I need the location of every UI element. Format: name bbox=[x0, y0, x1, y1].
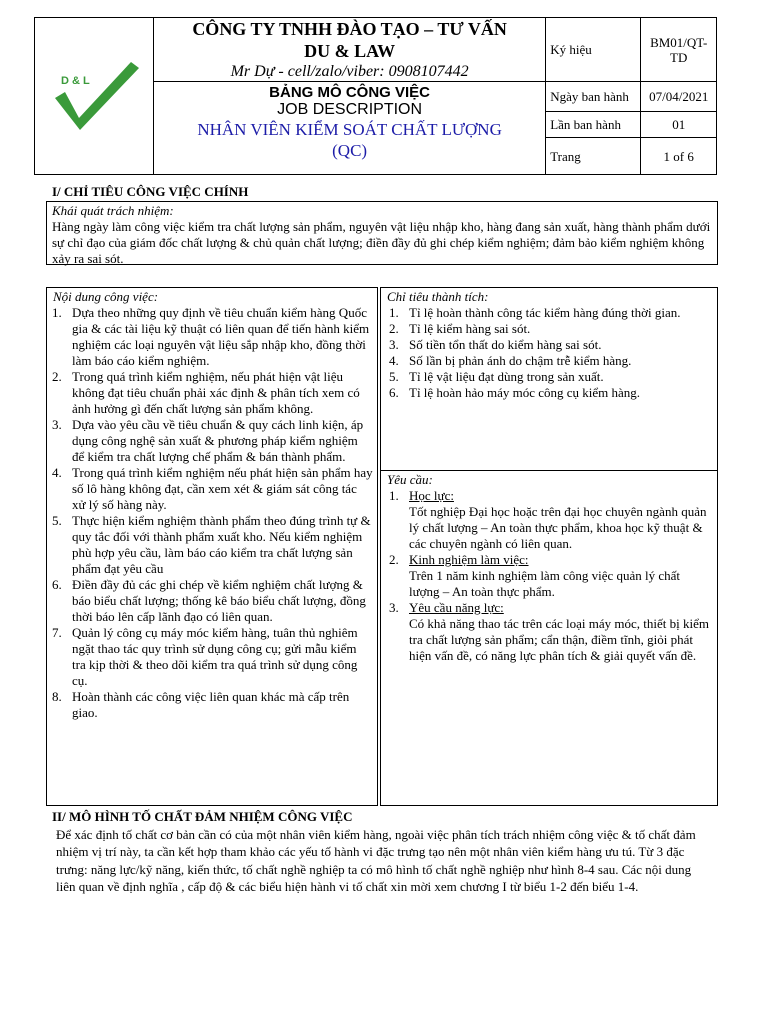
meta-value-page: 1 of 6 bbox=[641, 138, 717, 175]
position-title-line2: (QC) bbox=[332, 141, 368, 160]
requirement-text: Trên 1 năm kinh nghiệm làm công việc quản lý chất lượng – An toàn thực phẩm. bbox=[409, 568, 681, 599]
meta-label-date: Ngày ban hành bbox=[546, 82, 641, 112]
kpi-item: 1. Tỉ lệ hoàn thành công tác kiểm hàng đúng thời gian. bbox=[389, 305, 681, 320]
doc-subtitle: JOB DESCRIPTION bbox=[277, 101, 423, 118]
company-name-line2: DU & LAW bbox=[304, 41, 396, 61]
doc-title: BẢNG MÔ CÔNG VIỆC bbox=[269, 84, 431, 101]
section2-heading: II/ MÔ HÌNH TỐ CHẤT ĐẢM NHIỆM CÔNG VIỆC bbox=[52, 809, 353, 824]
header-table bbox=[34, 17, 717, 175]
summary-box bbox=[46, 201, 718, 265]
requirement-text: Tốt nghiệp Đại học hoặc trên đại học chuyên ngành quản lý chất lượng – An toàn thực phẩm, khoa học kỹ thuật & các chuyên ngành có liên quan. bbox=[409, 504, 707, 551]
kpi-item: 4. Số lần bị phản ánh do chậm trễ kiểm hàng. bbox=[389, 353, 632, 368]
meta-value-date: 07/04/2021 bbox=[641, 82, 717, 112]
requirements-list bbox=[387, 488, 712, 664]
contact-line: Mr Dự - cell/zalo/viber: 0908107442 bbox=[230, 63, 469, 80]
task-item: 3. Dựa vào yêu cầu về tiêu chuẩn & quy cách linh kiện, áp dụng công nghệ sản xuất & phương pháp kiểm nghiệm để kiểm tra chất lượng chế phẩm & bán thành phẩm. bbox=[52, 417, 364, 464]
company-name-line1: CÔNG TY TNHH ĐÀO TẠO – TƯ VẤN bbox=[192, 19, 507, 39]
meta-label-edition: Lần ban hành bbox=[546, 112, 641, 138]
checkmark-logo-icon bbox=[35, 18, 153, 169]
company-cell bbox=[154, 18, 546, 82]
requirement-title: Học lực: bbox=[409, 488, 454, 503]
requirement-text: Có khả năng thao tác trên các loại máy móc, thiết bị kiểm tra chất lượng sản phẩm; cẩn thận, điềm tĩnh, giỏi phát hiện vấn đề, có năng lực phân tích & giải quyết vấn đề. bbox=[409, 616, 709, 663]
requirement-title: Yêu cầu năng lực: bbox=[409, 600, 504, 615]
kpi-item: 5. Tỉ lệ vật liệu đạt dùng trong sản xuất. bbox=[389, 369, 604, 384]
requirements-box bbox=[380, 470, 718, 806]
requirement-item: 1. Học lực: Tốt nghiệp Đại học hoặc trên đại học chuyên ngành quản lý chất lượng – An toàn thực phẩm, khoa học kỹ thuật & các chuyên ngành có liên quan. bbox=[387, 488, 712, 552]
task-item: 7. Quản lý công cụ máy móc kiểm hàng, tuân thủ nghiêm ngặt thao tác quy trình sử dụng công cụ; gửi mẫu kiểm tra kịp thời & theo dõi kiểm tra quá trình sử dụng công cụ. bbox=[52, 625, 358, 688]
meta-label-page: Trang bbox=[546, 138, 641, 175]
requirement-title: Kinh nghiệm làm việc: bbox=[409, 552, 529, 567]
task-item: 6. Điền đầy đủ các ghi chép về kiểm nghiệm chất lượng & báo biểu chất lượng; thống kê báo biểu chất lượng, đồng thời báo lên cấp lãnh đạo có liên quan. bbox=[52, 577, 366, 624]
kpi-item: 2. Tỉ lệ kiểm hàng sai sót. bbox=[389, 321, 531, 336]
kpi-item: 3. Số tiền tổn thất do kiểm hàng sai sót. bbox=[389, 337, 602, 352]
logo-cell bbox=[35, 18, 154, 175]
task-item: 8. Hoàn thành các công việc liên quan khác mà cấp trên giao. bbox=[52, 689, 350, 720]
task-item: 4. Trong quá trình kiểm nghiệm nếu phát hiện sản phẩm hay số lô hàng không đạt, cần xem xét & giám sát công tác xử lý số hàng này. bbox=[52, 465, 373, 512]
section2-text: Để xác định tố chất cơ bản cần có của một nhân viên kiểm hàng, ngoài việc phân tích trách nhiệm công việc & tố chất đảm nhiệm vị trí này, ta cần kết hợp tham khảo các yếu tố hành vi đặc trưng tạo nên một nhân viên kiểm hàng ưu tú. Từ 3 đặc trưng: năng lực/kỹ năng, kiến thức, tố chất nghề nghiệp ta có mô hình tố chất nghề nghiệp như hình 8-4 sau. Các nội dung liên quan về định nghĩa , cấp độ & các biểu hiện hành vi tố chất xin mời xem chương I từ biểu 1-2 đến biểu 1-4. bbox=[56, 827, 696, 894]
task-item: 2. Trong quá trình kiểm nghiệm, nếu phát hiện vật liệu không đạt tiêu chuẩn phải xác định & phân tích xem có ảnh hưởng gì đến chất lượng sản phẩm không. bbox=[52, 369, 360, 416]
requirement-item: 2. Kinh nghiệm làm việc: Trên 1 năm kinh nghiệm làm công việc quản lý chất lượng – An toàn thực phẩm. bbox=[387, 552, 712, 600]
kpi-item: 6. Tỉ lệ hoàn hảo máy móc công cụ kiểm hàng. bbox=[389, 385, 641, 400]
title-cell bbox=[154, 82, 546, 175]
task-item: 1. Dựa theo những quy định về tiêu chuẩn kiểm hàng Quốc gia & các tài liệu kỹ thuật có liên quan để tiến hành kiểm nghiệm các loại nguyên vật liệu sắp nhập kho, đồng thời làm báo cáo kiểm nghiệm. bbox=[52, 305, 370, 368]
tasks-box bbox=[46, 287, 378, 806]
summary-text: Hàng ngày làm công việc kiểm tra chất lượng sản phẩm, nguyên vật liệu nhập kho, hàng đang sản xuất, hàng thành phẩm dưới sự chỉ đạo của giám đốc chất lượng & chủ quản chất lượng; điền đầy đủ ghi chép kiểm nghiệm; đảm bảo kiểm nghiệm không xảy ra sai sót. bbox=[52, 219, 711, 266]
summary-label: Khái quát trách nhiệm: bbox=[52, 203, 174, 218]
task-item: 5. Thực hiện kiểm nghiệm thành phẩm theo đúng trình tự & quy tắc đối với thành phẩm xuất kho. Nếu kiểm nghiệm phù hợp yêu cầu, làm báo cáo kiểm tra chất lượng sản phẩm đạt yêu cầu bbox=[52, 513, 371, 576]
position-title-line1: NHÂN VIÊN KIỂM SOÁT CHẤT LƯỢNG bbox=[197, 120, 502, 139]
meta-value-edition: 01 bbox=[641, 112, 717, 138]
tasks-list bbox=[50, 305, 373, 721]
requirement-item: 3. Yêu cầu năng lực: Có khả năng thao tác trên các loại máy móc, thiết bị kiểm tra chất lượng sản phẩm; cẩn thận, điềm tĩnh, giỏi phát hiện vấn đề, có năng lực phân tích & giải quyết vấn đề. bbox=[387, 600, 712, 664]
kpi-box bbox=[380, 287, 718, 471]
logo-text: D & L bbox=[61, 75, 90, 87]
requirements-label: Yêu cầu: bbox=[387, 472, 433, 487]
tasks-label: Nội dung công việc: bbox=[53, 289, 159, 304]
kpi-label: Chỉ tiêu thành tích: bbox=[387, 289, 489, 304]
meta-value-code: BM01/QT-TD bbox=[641, 18, 717, 82]
meta-label-code: Ký hiệu bbox=[546, 18, 641, 82]
kpi-list bbox=[387, 305, 712, 401]
section1-heading: I/ CHỈ TIÊU CÔNG VIỆC CHÍNH bbox=[52, 184, 249, 199]
